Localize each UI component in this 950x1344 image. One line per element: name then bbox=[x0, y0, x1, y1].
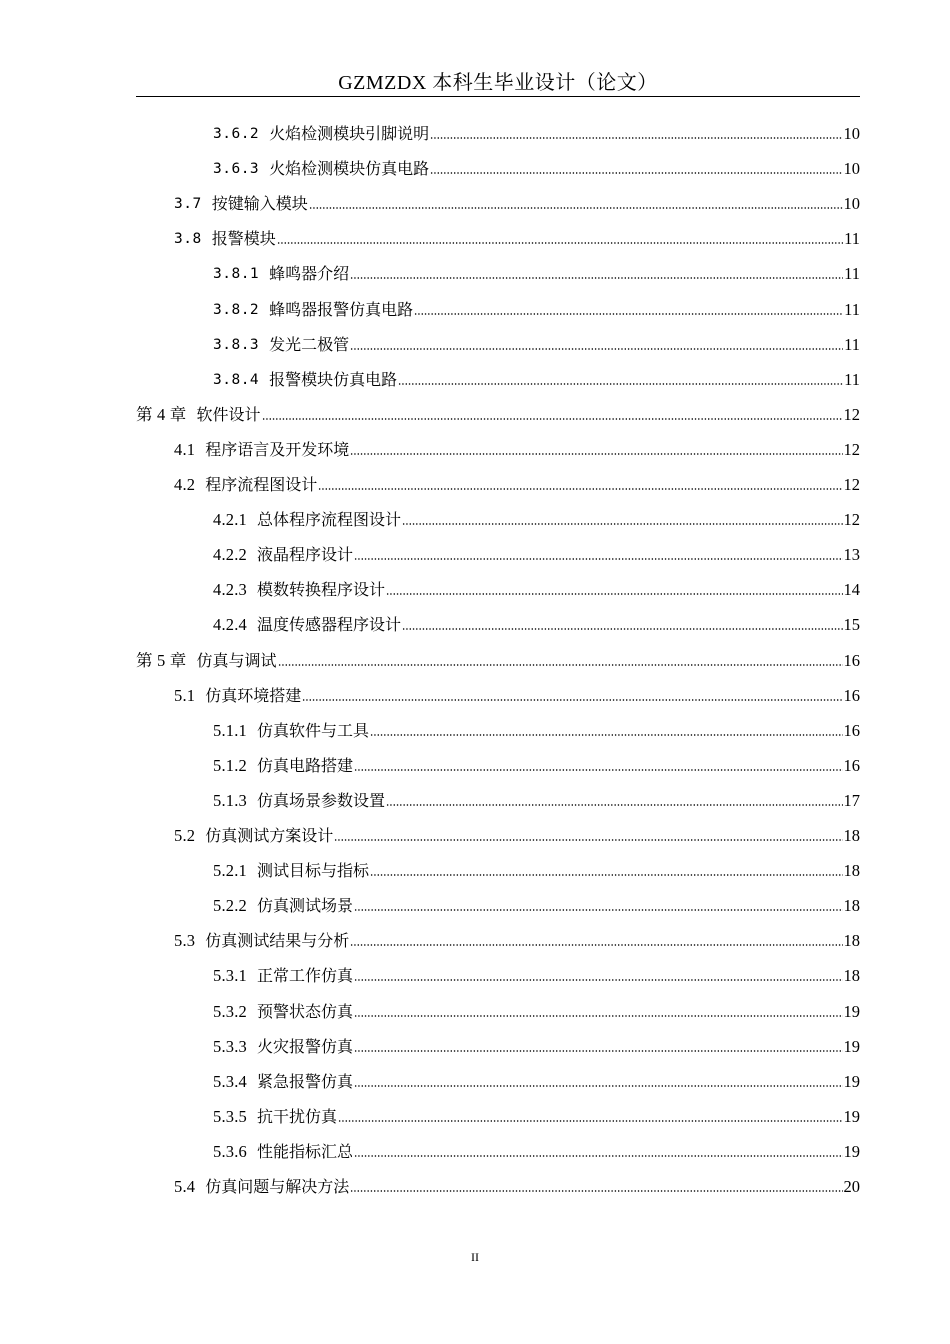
toc-entry-title: 程序流程图设计 bbox=[205, 475, 318, 494]
toc-entry[interactable] bbox=[136, 647, 860, 671]
toc-entry-title: 蜂鸣器介绍 bbox=[269, 264, 350, 284]
toc-entry-number: 5.1.2 bbox=[213, 755, 247, 775]
toc-entry-title: 液晶程序设计 bbox=[257, 545, 354, 565]
toc-entry[interactable] bbox=[213, 366, 860, 390]
toc-dot-leader bbox=[370, 734, 842, 736]
toc-entry-title: 蜂鸣器报警仿真电路 bbox=[269, 299, 414, 319]
toc-dot-leader bbox=[402, 523, 842, 525]
toc-entry-number: 4.2.4 bbox=[213, 615, 247, 635]
toc-entry-page: 19 bbox=[843, 1106, 860, 1126]
toc-entry-title: 仿真测试方案设计 bbox=[205, 826, 334, 845]
toc-entry-page: 16 bbox=[843, 685, 860, 705]
toc-entry[interactable] bbox=[213, 857, 860, 881]
toc-entry-page: 11 bbox=[844, 229, 860, 249]
toc-entry-page: 13 bbox=[843, 545, 860, 565]
toc-entry-title: 火焰检测模块仿真电路 bbox=[269, 159, 430, 179]
toc-entry-title: 模数转换程序设计 bbox=[257, 580, 386, 600]
toc-entry-title: 仿真场景参数设置 bbox=[257, 790, 386, 810]
toc-entry-number: 3.8.2 bbox=[213, 301, 260, 318]
toc-dot-leader bbox=[318, 488, 842, 490]
toc-entry[interactable] bbox=[213, 787, 860, 811]
toc-entry-number: 5.2.2 bbox=[213, 896, 247, 916]
toc-entry-title: 仿真与调试 bbox=[196, 650, 277, 670]
toc-entry-title: 发光二极管 bbox=[269, 334, 350, 354]
toc-dot-leader bbox=[354, 558, 842, 560]
toc-dot-leader bbox=[354, 1015, 842, 1017]
toc-dot-leader bbox=[350, 1190, 842, 1192]
toc-entry-page: 15 bbox=[843, 615, 860, 635]
toc-entry-number: 5.3.1 bbox=[213, 966, 247, 986]
toc-entry-number: 5.2.1 bbox=[213, 861, 247, 881]
toc-entry[interactable] bbox=[213, 260, 860, 284]
toc-entry[interactable] bbox=[213, 506, 860, 530]
toc-entry-page: 12 bbox=[843, 439, 860, 459]
toc-entry-number: 3.8.1 bbox=[213, 266, 260, 283]
toc-entry-title: 温度传感器程序设计 bbox=[257, 615, 402, 635]
toc-entry-number: 5.1 bbox=[174, 685, 196, 705]
toc-entry-page: 11 bbox=[844, 369, 860, 389]
toc-entry-title: 抗干扰仿真 bbox=[257, 1106, 338, 1126]
toc-dot-leader bbox=[386, 804, 842, 806]
toc-entry-number: 5.3.2 bbox=[213, 1001, 247, 1021]
toc-entry-title: 仿真测试场景 bbox=[257, 896, 354, 916]
toc-entry[interactable] bbox=[174, 682, 860, 706]
toc-entry[interactable] bbox=[213, 296, 860, 320]
toc-entry-page: 16 bbox=[843, 720, 860, 740]
toc-entry-number: 3.6.2 bbox=[213, 126, 260, 142]
toc-entry-number: 3.7 bbox=[174, 196, 202, 213]
toc-entry[interactable] bbox=[136, 401, 860, 425]
toc-entry-title: 仿真电路搭建 bbox=[257, 755, 354, 775]
toc-entry-number: 5.3.4 bbox=[213, 1071, 247, 1091]
toc-entry-number: 5.3.6 bbox=[213, 1141, 247, 1161]
toc-entry-number: 5.3 bbox=[174, 931, 196, 951]
toc-dot-leader bbox=[262, 418, 843, 420]
toc-entry-number: 4.2.3 bbox=[213, 580, 247, 600]
toc-entry-number: 3.8.4 bbox=[213, 371, 260, 388]
toc-dot-leader bbox=[430, 172, 842, 174]
toc-entry-number: 4.2.1 bbox=[213, 510, 247, 530]
toc-entry-title: 软件设计 bbox=[196, 404, 261, 424]
toc-entry[interactable] bbox=[174, 1173, 860, 1197]
toc-entry-page: 18 bbox=[843, 966, 860, 986]
toc-entry-number: 4.2.2 bbox=[213, 545, 247, 565]
toc-entry[interactable] bbox=[213, 576, 860, 600]
toc-dot-leader bbox=[398, 383, 843, 385]
toc-entry-page: 11 bbox=[844, 299, 860, 319]
page-number: II bbox=[471, 1250, 479, 1264]
toc-entry[interactable] bbox=[213, 752, 860, 776]
toc-entry-number: 5.2 bbox=[174, 826, 196, 845]
toc-entry-number: 5.3.3 bbox=[213, 1036, 247, 1056]
toc-entry[interactable] bbox=[213, 1103, 860, 1127]
toc-dot-leader bbox=[350, 277, 843, 279]
toc-entry[interactable] bbox=[213, 1138, 860, 1162]
toc-entry-page: 14 bbox=[843, 580, 860, 600]
toc-entry-number: 4.2 bbox=[174, 475, 196, 494]
toc-dot-leader bbox=[277, 242, 843, 244]
toc-entry-title: 紧急报警仿真 bbox=[257, 1071, 354, 1091]
toc-entry-page: 16 bbox=[843, 650, 860, 670]
toc-dot-leader bbox=[309, 207, 843, 209]
toc-entry-page: 17 bbox=[843, 790, 860, 810]
toc-dot-leader bbox=[278, 664, 843, 666]
toc-entry-page: 12 bbox=[843, 510, 860, 530]
toc-entry-page: 19 bbox=[843, 1001, 860, 1021]
toc-entry-page: 18 bbox=[843, 861, 860, 881]
toc-entry[interactable] bbox=[213, 717, 860, 741]
toc-entry-page: 12 bbox=[843, 475, 860, 494]
toc-entry-page: 18 bbox=[843, 826, 860, 845]
toc-entry-number: 5.4 bbox=[174, 1177, 196, 1196]
toc-entry-number: 3.8 bbox=[174, 231, 202, 248]
toc-entry[interactable] bbox=[213, 155, 860, 179]
toc-dot-leader bbox=[354, 1155, 842, 1157]
toc-entry[interactable] bbox=[213, 962, 860, 986]
toc-entry[interactable] bbox=[213, 120, 860, 144]
toc-entry-title: 火焰检测模块引脚说明 bbox=[269, 124, 430, 143]
toc-entry-title: 总体程序流程图设计 bbox=[257, 510, 402, 530]
toc-entry-title: 仿真环境搭建 bbox=[205, 685, 302, 705]
page-header-title: GZMZDX 本科生毕业设计（论文） bbox=[338, 72, 658, 94]
toc-dot-leader bbox=[354, 979, 842, 981]
toc-entry[interactable] bbox=[213, 892, 860, 916]
toc-entry[interactable] bbox=[174, 436, 860, 460]
toc-entry-number: 5.3.5 bbox=[213, 1106, 247, 1126]
toc-entry-page: 11 bbox=[844, 264, 860, 284]
toc-dot-leader bbox=[354, 769, 842, 771]
toc-entry-page: 18 bbox=[843, 896, 860, 916]
toc-entry-title: 仿真测试结果与分析 bbox=[205, 931, 350, 951]
toc-entry-number: 3.8.3 bbox=[213, 336, 260, 353]
toc-dot-leader bbox=[302, 699, 842, 701]
toc-dot-leader bbox=[338, 1120, 842, 1122]
toc-entry-title: 仿真软件与工具 bbox=[257, 720, 370, 740]
toc-entry[interactable] bbox=[174, 225, 860, 249]
toc-entry[interactable] bbox=[174, 927, 860, 951]
toc-entry-title: 火灾报警仿真 bbox=[257, 1036, 354, 1056]
toc-entry-page: 20 bbox=[843, 1177, 860, 1196]
toc-entry-title: 报警模块 bbox=[211, 229, 276, 249]
toc-dot-leader bbox=[430, 137, 842, 139]
toc-entry[interactable] bbox=[213, 1033, 860, 1057]
toc-entry-title: 报警模块仿真电路 bbox=[269, 369, 398, 389]
toc-entry-title: 测试目标与指标 bbox=[257, 861, 370, 881]
toc-entry-title: 仿真问题与解决方法 bbox=[205, 1177, 350, 1196]
toc-dot-leader bbox=[354, 1085, 842, 1087]
toc-entry-title: 性能指标汇总 bbox=[257, 1141, 354, 1161]
toc-dot-leader bbox=[354, 1050, 842, 1052]
toc-dot-leader bbox=[350, 944, 842, 946]
toc-dot-leader bbox=[334, 839, 842, 841]
toc-entry-page: 10 bbox=[843, 159, 860, 179]
toc-entry-number: 5.1.1 bbox=[213, 720, 247, 740]
toc-dot-leader bbox=[350, 453, 842, 455]
toc-entry-page: 10 bbox=[843, 194, 860, 214]
toc-entry-title: 正常工作仿真 bbox=[257, 966, 354, 986]
toc-dot-leader bbox=[370, 874, 842, 876]
toc-entry-title: 按键输入模块 bbox=[211, 194, 308, 214]
toc-dot-leader bbox=[414, 313, 843, 315]
toc-entry[interactable] bbox=[174, 471, 860, 495]
toc-entry-page: 10 bbox=[843, 124, 860, 143]
toc-entry-number: 第 4 章 bbox=[136, 404, 187, 424]
toc-entry-title: 预警状态仿真 bbox=[257, 1001, 354, 1021]
toc-entry-page: 16 bbox=[843, 755, 860, 775]
toc-entry-number: 4.1 bbox=[174, 439, 196, 459]
toc-entry-page: 19 bbox=[843, 1036, 860, 1056]
toc-dot-leader bbox=[386, 593, 842, 595]
toc-entry[interactable] bbox=[213, 998, 860, 1022]
toc-entry-number: 5.1.3 bbox=[213, 790, 247, 810]
toc-entry[interactable] bbox=[174, 190, 860, 214]
toc-entry[interactable] bbox=[213, 541, 860, 565]
toc-entry-page: 19 bbox=[843, 1141, 860, 1161]
toc-entry-number: 3.6.3 bbox=[213, 161, 260, 178]
toc-entry[interactable] bbox=[213, 1068, 860, 1092]
toc-entry-number: 第 5 章 bbox=[136, 650, 187, 670]
toc-entry[interactable] bbox=[174, 822, 860, 846]
toc-entry[interactable] bbox=[213, 331, 860, 355]
toc-entry-page: 11 bbox=[844, 334, 860, 354]
toc-dot-leader bbox=[354, 909, 842, 911]
toc-entry-page: 12 bbox=[843, 404, 860, 424]
toc-entry-page: 19 bbox=[843, 1071, 860, 1091]
toc-entry-page: 18 bbox=[843, 931, 860, 951]
toc-dot-leader bbox=[350, 348, 843, 350]
toc-entry[interactable] bbox=[213, 611, 860, 635]
toc-entry-title: 程序语言及开发环境 bbox=[205, 439, 350, 459]
toc-dot-leader bbox=[402, 628, 842, 630]
